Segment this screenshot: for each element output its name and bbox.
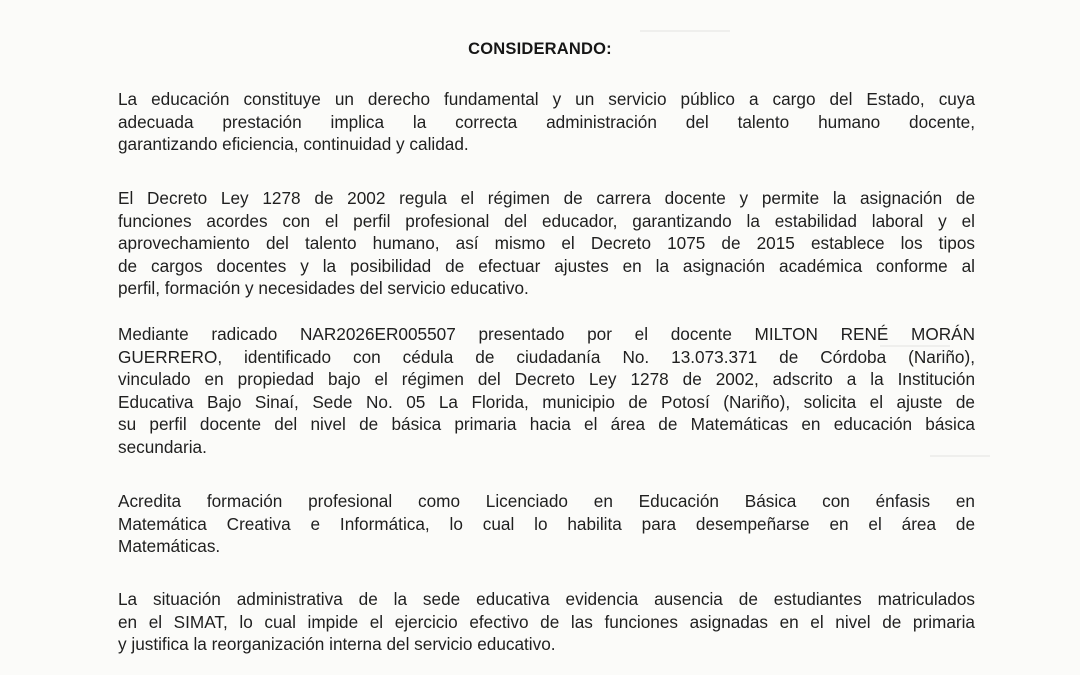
paragraph-line: garantizando eficiencia, continuidad y calidad.	[118, 134, 469, 154]
paragraph-line: y justifica la reorganización interna del servicio educativo.	[118, 634, 556, 654]
paragraph-1	[118, 88, 975, 156]
scan-artifact	[640, 30, 730, 32]
paragraph-5	[118, 588, 975, 656]
paragraph-2	[118, 187, 975, 300]
paragraph-line: adecuada prestación implica la correcta administración del talento humano docente,	[118, 111, 975, 132]
paragraph-line: aprovechamiento del talento humano, así mismo el Decreto 1075 de 2015 establece los tipos	[118, 233, 975, 253]
paragraph-line: vinculado en propiedad bajo el régimen del Decreto Ley 1278 de 2002, adscrito a la Institución	[118, 369, 975, 389]
paragraph-line: Matemática Creativa e Informática, lo cual lo habilita para desempeñarse en el área de	[118, 513, 975, 534]
paragraph-line: Matemáticas.	[118, 536, 221, 556]
paragraph-line: Educativa Bajo Sinaí, Sede No. 05 La Florida, municipio de Potosí (Nariño), solicita el ajuste de	[118, 391, 975, 412]
paragraph-line: Acredita formación profesional como Licenciado en Educación Básica con énfasis en	[118, 491, 975, 511]
paragraph-line: La situación administrativa de la sede educativa evidencia ausencia de estudiantes matriculados	[118, 589, 975, 609]
paragraph-line: su perfil docente del nivel de básica primaria hacia el área de Matemáticas en educación básica	[118, 414, 975, 434]
paragraph-line: La educación constituye un derecho fundamental y un servicio público a cargo del Estado, cuya	[118, 89, 975, 109]
paragraph-line: funciones acordes con el perfil profesional del educador, garantizando la estabilidad laboral y el	[118, 210, 975, 231]
paragraph-line: perfil, formación y necesidades del servicio educativo.	[118, 278, 529, 298]
paragraph-line: GUERRERO, identificado con cédula de ciudadanía No. 13.073.371 de Córdoba (Nariño),	[118, 346, 975, 367]
section-heading: CONSIDERANDO:	[468, 40, 612, 58]
paragraph-line: secundaria.	[118, 436, 207, 457]
paragraph-4	[118, 490, 975, 558]
paragraph-line: El Decreto Ley 1278 de 2002 regula el régimen de carrera docente y permite la asignación de	[118, 188, 975, 208]
paragraph-line: Mediante radicado NAR2026ER005507 presentado por el docente MILTON RENÉ MORÁN	[118, 324, 975, 344]
paragraph-line: en el SIMAT, lo cual impide el ejercicio efectivo de las funciones asignadas en el nivel de primaria	[118, 611, 975, 632]
paragraph-3	[118, 323, 975, 458]
paragraph-line: de cargos docentes y la posibilidad de efectuar ajustes en la asignación académica conforme al	[118, 255, 975, 276]
